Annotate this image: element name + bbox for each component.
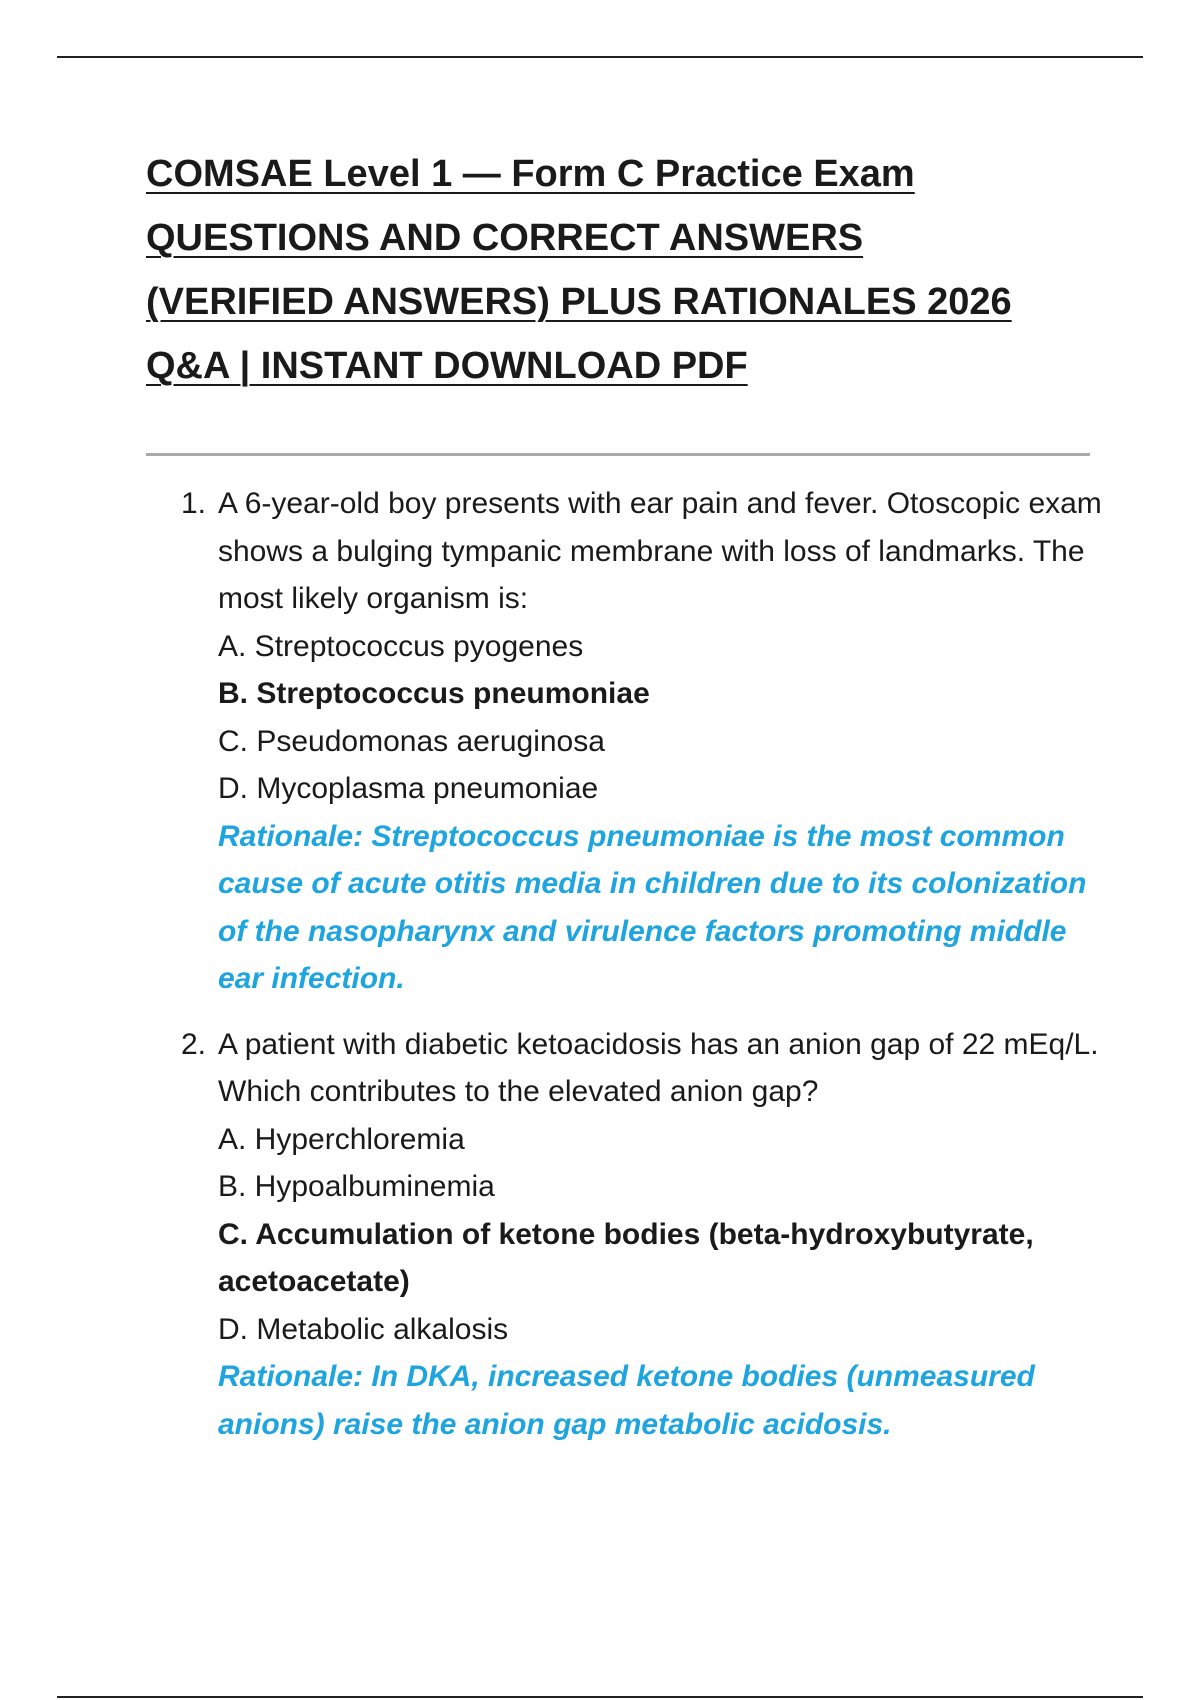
question-1	[146, 480, 1106, 1003]
question-stem: A patient with diabetic ketoacidosis has an anion gap of 22 mEq/L. Which contributes to the elevated anion gap?	[218, 1027, 1099, 1108]
title-line-4: Q&A | INSTANT DOWNLOAD PDF	[146, 345, 748, 387]
option-c-correct: C. Accumulation of ketone bodies (beta-hydroxybutyrate, acetoacetate)	[218, 1217, 1034, 1298]
question-2	[146, 1021, 1106, 1449]
title-line-3: (VERIFIED ANSWERS) PLUS RATIONALES 2026	[146, 281, 1012, 323]
option-b-correct: B. Streptococcus pneumoniae	[218, 677, 650, 710]
page-bottom-rule	[57, 1696, 1143, 1698]
question-list	[146, 480, 1106, 1466]
title-line-1: COMSAE Level 1 — Form C Practice Exam	[146, 153, 915, 195]
document-title	[146, 142, 1106, 398]
rationale: Rationale: Streptococcus pneumoniae is the most common cause of acute otitis media in children due to its colonization of the nasopharynx and virulence factors promoting middle ear infection.	[218, 819, 1087, 995]
section-divider	[146, 453, 1090, 456]
page-top-rule	[57, 56, 1143, 58]
option-d: D. Metabolic alkalosis	[218, 1312, 509, 1346]
option-b: B. Hypoalbuminemia	[218, 1170, 495, 1203]
option-a: A. Streptococcus pyogenes	[218, 629, 584, 663]
rationale: Rationale: In DKA, increased ketone bodies (unmeasured anions) raise the anion gap metabolic acidosis.	[218, 1360, 1035, 1441]
option-c: C. Pseudomonas aeruginosa	[218, 724, 605, 758]
answer-options	[218, 1116, 1106, 1354]
option-a: A. Hyperchloremia	[218, 1122, 465, 1156]
question-number: 1.	[181, 487, 207, 520]
title-line-2: QUESTIONS AND CORRECT ANSWERS	[146, 217, 864, 259]
option-d: D. Mycoplasma pneumoniae	[218, 772, 599, 805]
question-number: 2.	[181, 1027, 207, 1061]
answer-options	[218, 623, 1106, 813]
question-stem: A 6-year-old boy presents with ear pain and fever. Otoscopic exam shows a bulging tympanic membrane with loss of landmarks. The most likely organism is:	[218, 487, 1102, 615]
